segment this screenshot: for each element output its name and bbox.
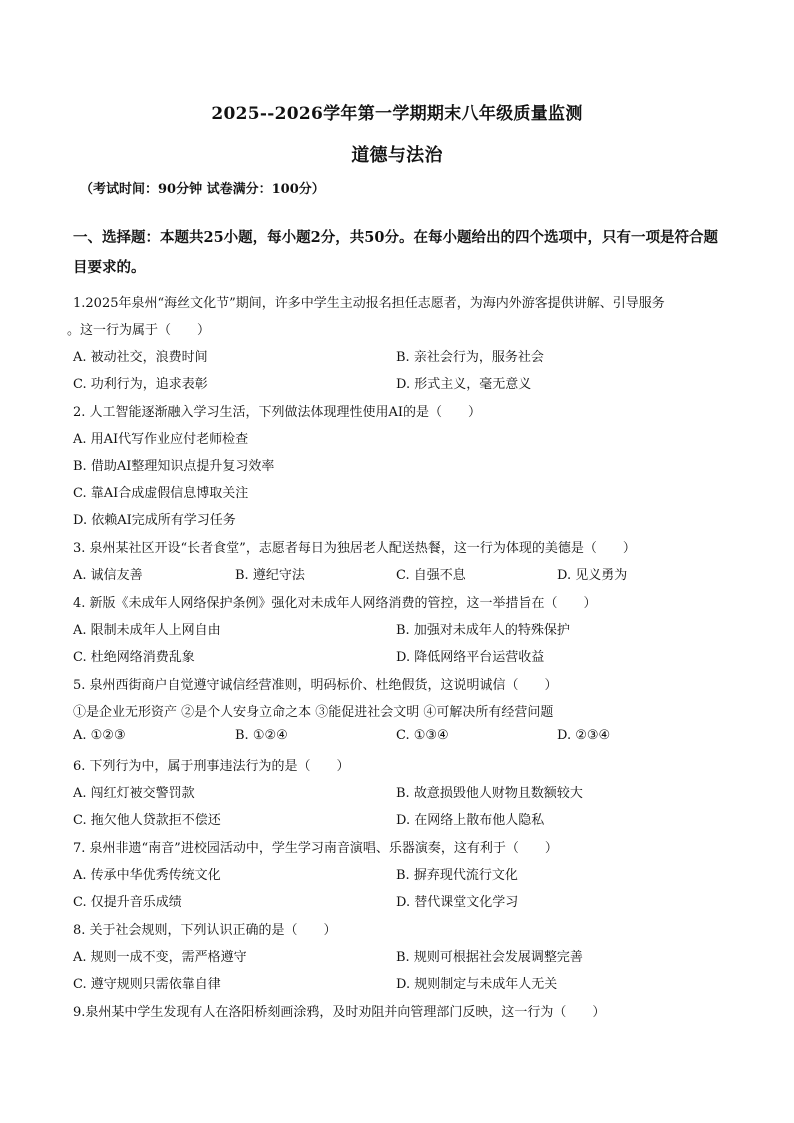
exam-title: 2025--2026学年第一学期期末八年级质量监测 bbox=[211, 104, 583, 124]
question-4-option-b: B. 加强对未成年人的特殊保护 bbox=[396, 623, 570, 638]
question-2-option-c: C. 靠AI合成虚假信息博取关注 bbox=[73, 486, 249, 501]
question-5-stem: 5. 泉州西街商户自觉遵守诚信经营准则，明码标价、杜绝假货，这说明诚信（ ） bbox=[73, 678, 558, 693]
question-4-option-c: C. 杜绝网络消费乱象 bbox=[73, 650, 195, 665]
question-5-items: ①是企业无形资产 ②是个人安身立命之本 ③能促进社会文明 ④可解决所有经营问题 bbox=[73, 705, 554, 720]
question-4-option-a: A. 限制未成年人上网自由 bbox=[73, 623, 221, 638]
exam-info: （考试时间：90分钟 试卷满分：100分） bbox=[80, 182, 325, 197]
question-7-option-c: C. 仅提升音乐成绩 bbox=[73, 895, 182, 910]
question-8-option-d: D. 规则制定与未成年人无关 bbox=[396, 977, 558, 992]
question-3-option-d: D. 见义勇为 bbox=[557, 568, 628, 583]
question-4-stem: 4. 新版《未成年人网络保护条例》强化对未成年人网络消费的管控，这一举措旨在（ ） bbox=[73, 596, 597, 611]
question-6-option-b: B. 故意损毁他人财物且数额较大 bbox=[396, 786, 583, 801]
question-5-option-c: C. ①③④ bbox=[396, 728, 449, 743]
question-6-option-d: D. 在网络上散布他人隐私 bbox=[396, 813, 545, 828]
question-4-option-d: D. 降低网络平台运营收益 bbox=[396, 650, 545, 665]
question-6-stem: 6. 下列行为中，属于刑事违法行为的是（ ） bbox=[73, 759, 350, 774]
question-2-stem: 2. 人工智能逐渐融入学习生活，下列做法体现理性使用AI的是（ ） bbox=[73, 405, 482, 420]
question-9-stem: 9.泉州某中学生发现有人在洛阳桥刻画涂鸦，及时劝阻并向管理部门反映，这一行为（ ） bbox=[73, 1005, 606, 1020]
question-3-option-c: C. 自强不息 bbox=[396, 568, 466, 583]
question-7-stem: 7. 泉州非遗“南音”进校园活动中，学生学习南音演唱、乐器演奏，这有利于（ ） bbox=[73, 841, 558, 856]
question-5-option-b: B. ①②④ bbox=[235, 728, 288, 743]
question-8-option-b: B. 规则可根据社会发展调整完善 bbox=[396, 950, 583, 965]
question-1-option-d: D. 形式主义，毫无意义 bbox=[396, 377, 532, 392]
question-1-option-b: B. 亲社会行为，服务社会 bbox=[396, 350, 544, 365]
question-2-option-a: A. 用AI代写作业应付老师检查 bbox=[73, 432, 249, 447]
question-5-option-a: A. ①②③ bbox=[73, 728, 126, 743]
question-7-option-a: A. 传承中华优秀传统文化 bbox=[73, 868, 221, 883]
question-1-option-a: A. 被动社交，浪费时间 bbox=[73, 350, 208, 365]
question-3-option-a: A. 诚信友善 bbox=[73, 568, 143, 583]
question-8-option-a: A. 规则一成不变，需严格遵守 bbox=[73, 950, 247, 965]
question-7-option-b: B. 摒弃现代流行文化 bbox=[396, 868, 518, 883]
question-1-option-c: C. 功利行为，追求表彰 bbox=[73, 377, 208, 392]
question-3-stem: 3. 泉州某社区开设“长者食堂”，志愿者每日为独居老人配送热餐，这一行为体现的美德是（ ） bbox=[73, 541, 636, 556]
question-5-option-d: D. ②③④ bbox=[557, 728, 611, 743]
question-8-option-c: C. 遵守规则只需依靠自律 bbox=[73, 977, 221, 992]
question-6-option-c: C. 拖欠他人贷款拒不偿还 bbox=[73, 813, 221, 828]
question-2-option-d: D. 依赖AI完成所有学习任务 bbox=[73, 513, 236, 528]
question-3-option-b: B. 遵纪守法 bbox=[235, 568, 305, 583]
question-7-option-d: D. 替代课堂文化学习 bbox=[396, 895, 519, 910]
section-heading: 一、选择题：本题共25小题，每小题2分，共50分。在每小题给出的四个选项中，只有一项是符合题目要求的。 bbox=[73, 229, 718, 276]
subject-title: 道德与法治 bbox=[351, 145, 443, 166]
question-6-option-a: A. 闯红灯被交警罚款 bbox=[73, 786, 195, 801]
question-1-stem: 1.2025年泉州“海丝文化节”期间，许多中学生主动报名担任志愿者，为海内外游客提供讲解、引导服务 bbox=[73, 296, 665, 311]
question-8-stem: 8. 关于社会规则，下列认识正确的是（ ） bbox=[73, 923, 337, 938]
question-2-option-b: B. 借助AI整理知识点提升复习效率 bbox=[73, 459, 275, 474]
question-1-stem-cont: 。这一行为属于（ ） bbox=[67, 323, 211, 338]
